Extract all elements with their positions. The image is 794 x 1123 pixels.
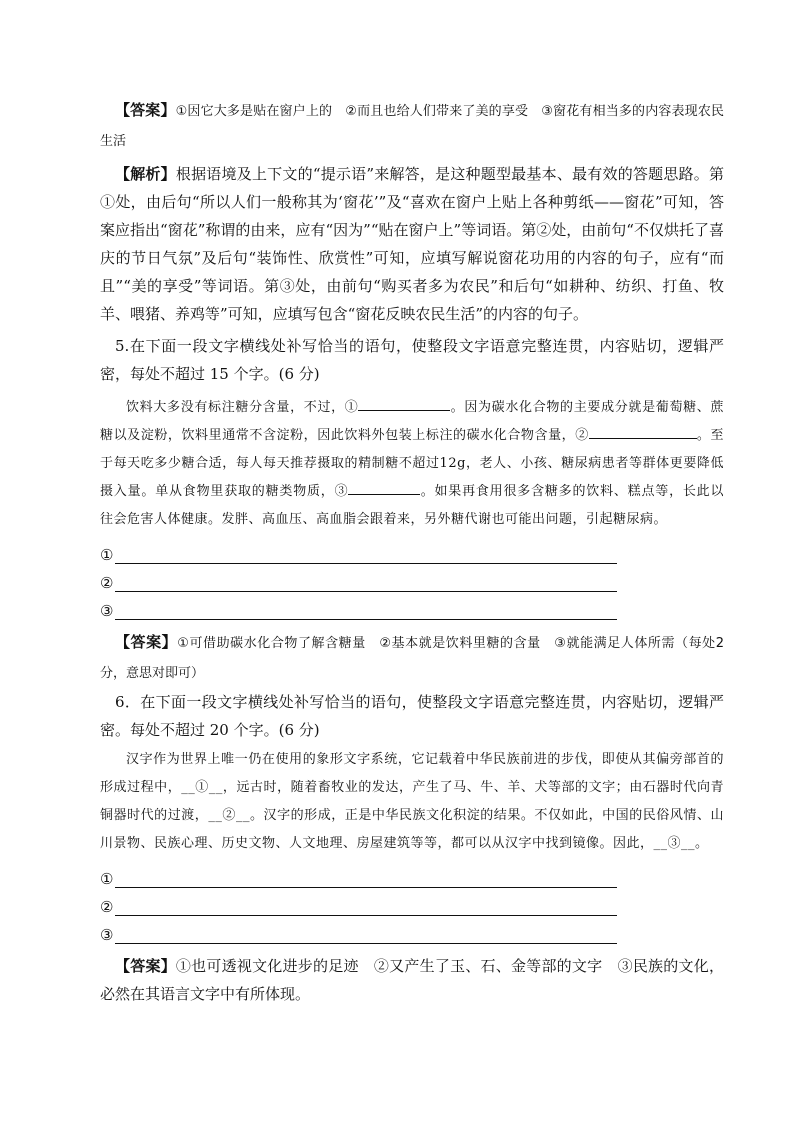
answer-rule bbox=[115, 925, 617, 944]
answer-5 bbox=[100, 628, 724, 688]
answer-rule bbox=[115, 545, 617, 564]
line-number: ① bbox=[100, 546, 114, 564]
answer-line-2[interactable] bbox=[100, 564, 724, 592]
answer-tag: 【答案】 bbox=[115, 633, 178, 651]
blank-1[interactable] bbox=[358, 395, 450, 411]
passage-part-3: 。至于每天吃多少糖合适，每人每天推荐摄取的精制糖不超过12g，老人、小孩、糖尿病患者等群体更要降低摄入量。单从食物里获取的糖类物质，③ bbox=[100, 428, 724, 499]
answer-tag: 【答案】 bbox=[115, 957, 176, 975]
blank-2[interactable] bbox=[589, 423, 697, 439]
answer-1 bbox=[100, 96, 724, 156]
answer-rule bbox=[115, 897, 617, 916]
answer-rule bbox=[115, 601, 617, 620]
explanation-1 bbox=[100, 160, 724, 328]
answer-line-3[interactable] bbox=[100, 592, 724, 620]
answer-line-1[interactable] bbox=[100, 860, 724, 888]
line-number: ① bbox=[100, 870, 114, 888]
explanation-tag: 【解析】 bbox=[115, 165, 176, 183]
answer-line-3[interactable] bbox=[100, 916, 724, 944]
answer-line-2[interactable] bbox=[100, 888, 724, 916]
answer-line-1[interactable] bbox=[100, 536, 724, 564]
question-6-prompt: 6．在下面一段文字横线处补写恰当的语句，使整段文字语意完整连贯，内容贴切，逻辑严密。每处不超过 20 个字。(6 分) bbox=[100, 693, 724, 739]
answer-6 bbox=[100, 952, 724, 1008]
explanation-text: 根据语境及上下文的“提示语”来解答，是这种题型最基本、最有效的答题思路。第①处，由后句“所以人们一般称其为‘窗花’”及“喜欢在窗户上贴上各种剪纸——窗花”可知，答案应指出“窗花”称谓的由来，应有“因为”“贴在窗户上”等词语。第②处，由前句“不仅烘托了喜庆的节日气氛”及后句“装饰性、欣赏性”可知，应填写解说窗花功用的内容的句子，应有“而且”“美的享受”等词语。第③处，由前句“购买者多为农民”和后句“如耕种、纺织、打鱼、牧羊、喂猪、养鸡等”可知，应填写包含“窗花反映农民生活”的内容的句子。 bbox=[100, 165, 724, 323]
answer-text: ①可借助碳水化合物了解含糖量 ②基本就是饮料里糖的含量 ③就能满足人体所需（每处2 分，意思对即可） bbox=[100, 636, 724, 681]
line-number: ② bbox=[100, 574, 114, 592]
answer-text: ①因它大多是贴在窗户上的 ②而且也给人们带来了美的享受 ③窗花有相当多的内容表现农民生活 bbox=[100, 104, 724, 149]
answer-rule bbox=[115, 573, 617, 592]
passage-part-4: 。如果再食用很多含糖多的饮料、糕点等，长此以往会危害人体健康。发胖、高血压、高血脂会跟着来，另外糖代谢也可能出问题，引起糖尿病。 bbox=[100, 484, 724, 527]
line-number: ③ bbox=[100, 602, 114, 620]
answer-tag: 【答案】 bbox=[115, 101, 176, 119]
passage-part-2: 。因为碳水化合物的主要成分就是葡萄糖、蔗糖以及淀粉，饮料里通常不含淀粉，因此饮料外包装上标注的碳水化合物含量，② bbox=[100, 400, 724, 443]
passage-part-1: 饮料大多没有标注糖分含量，不过，① bbox=[126, 400, 359, 415]
line-number: ③ bbox=[100, 926, 114, 944]
question-5-prompt: 5.在下面一段文字横线处补写恰当的语句，使整段文字语意完整连贯，内容贴切，逻辑严密，每处不超过 15 个字。(6 分) bbox=[100, 337, 724, 383]
question-5-answer-lines bbox=[100, 536, 724, 620]
document-page bbox=[100, 96, 724, 1008]
line-number: ② bbox=[100, 898, 114, 916]
answer-text: ①也可透视文化进步的足迹 ②又产生了玉、石、金等部的文字 ③民族的文化，必然在其语言文字中有所体现。 bbox=[100, 957, 724, 1003]
question-6-passage: 汉字作为世界上唯一仍在使用的象形文字系统，它记载着中华民族前进的步伐，即使从其偏旁部首的形成过程中，__①__，远古时，随着畜牧业的发达，产生了马、牛、羊、犬等部的文字；由石器时代向青铜器时代的过渡，__②__。汉字的形成，正是中华民族文化积淀的结果。不仅如此，中国的民俗风情、山川景物、民族心理、历史文物、人文地理、房屋建筑等等，都可以从汉字中找到镜像。因此，__③__。 bbox=[100, 752, 724, 851]
question-6-answer-lines bbox=[100, 860, 724, 944]
answer-rule bbox=[115, 869, 617, 888]
question-5-passage bbox=[100, 394, 724, 534]
blank-3[interactable] bbox=[348, 479, 420, 495]
